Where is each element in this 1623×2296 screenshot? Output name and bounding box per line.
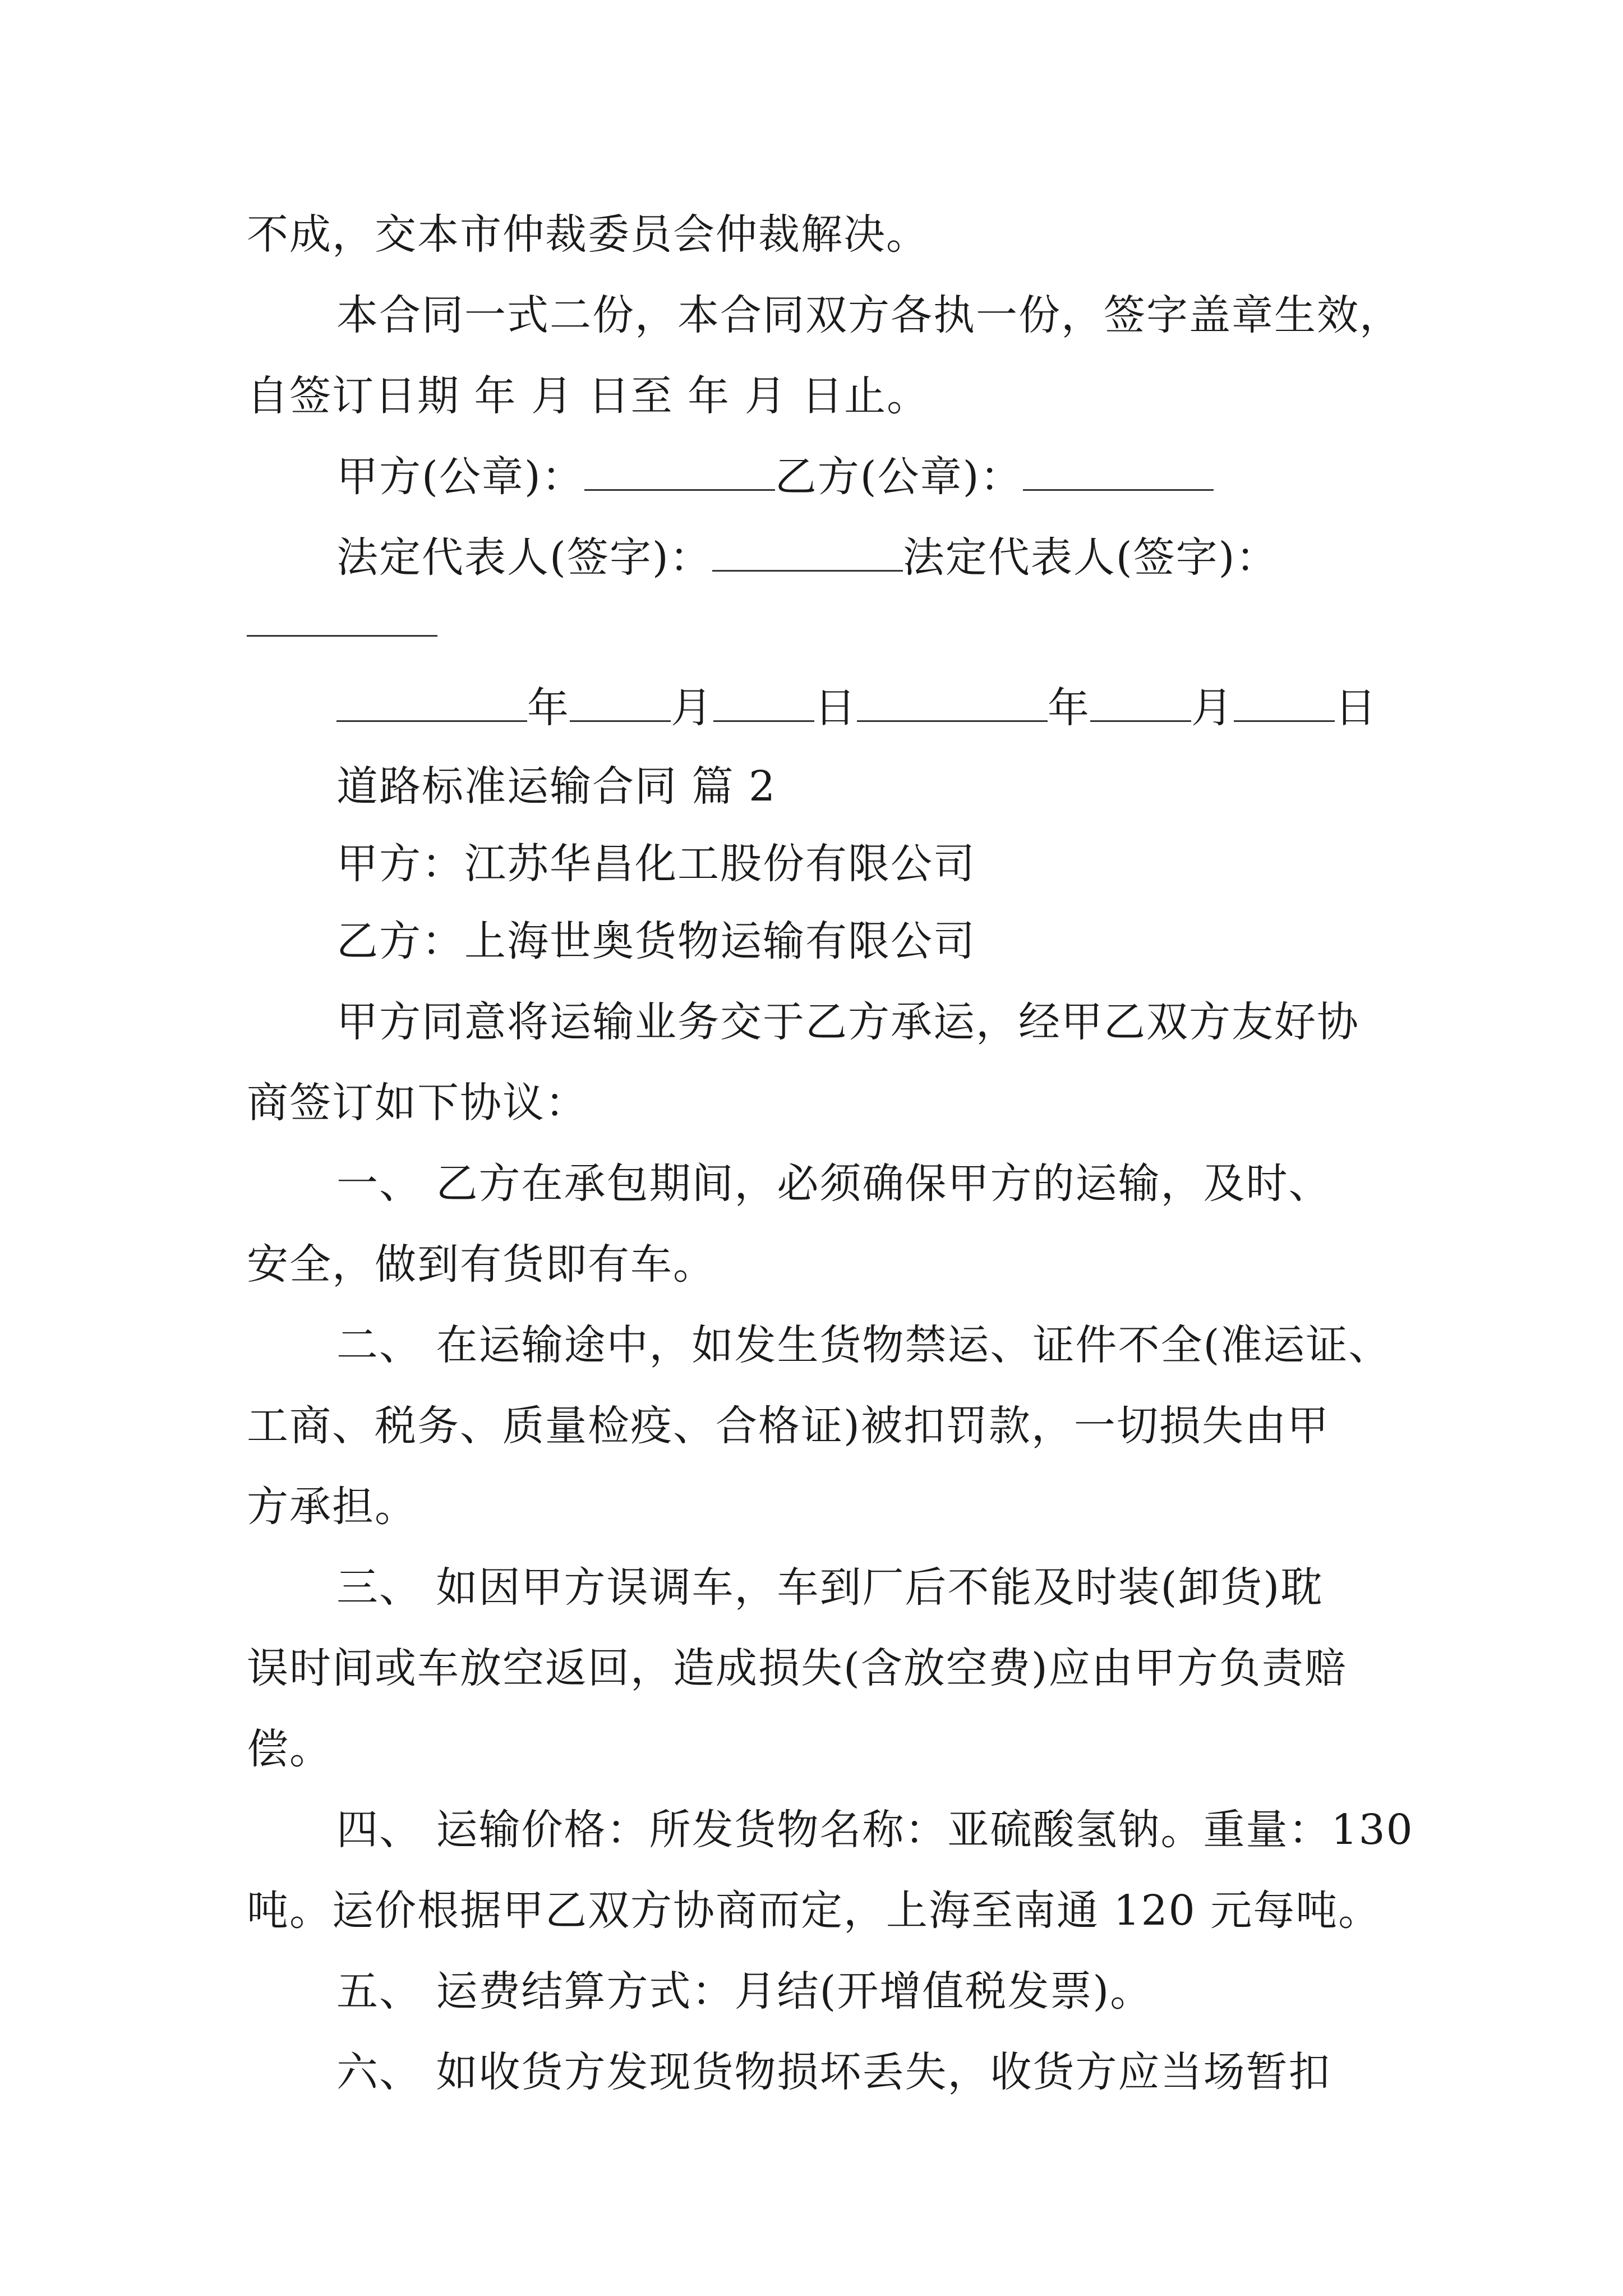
date-b-month-label: 月 [1191,684,1234,732]
clause-3-line2: 误时间或车放空返回，造成损失(含放空费)应由甲方负责赔 [247,1644,1347,1692]
date-b-month-blank [1090,681,1191,722]
legal-rep-a-blank [712,531,903,572]
clause-4-line1: 四、 运输价格：所发货物名称：亚硫酸氢钠。重量：130 [336,1806,1414,1854]
date-b-year-blank [857,681,1048,722]
clause-2-line1: 二、 在运输途中，如发生货物禁运、证件不全(准运证、 [336,1321,1391,1369]
contract-2-intro-line2: 商签订如下协议： [247,1079,588,1127]
clause-3-line3: 偿。 [247,1725,332,1773]
contract-2-party-a: 甲方：江苏华昌化工股份有限公司 [336,840,976,888]
party-a-seal-blank [584,450,775,491]
clause-3-line1: 三、 如因甲方误调车，车到厂后不能及时装(卸货)耽 [336,1563,1324,1612]
date-a-month-blank [570,681,671,722]
date-a-day-label: 日 [814,684,857,732]
legal-rep-b-blank-row [247,595,437,651]
legal-rep-a-label: 法定代表人(签字)： [336,533,712,582]
date-a-year-blank [336,681,527,722]
legal-rep-b-label: 法定代表人(签字)： [902,533,1279,582]
party-b-seal-label: 乙方(公章)： [774,453,1023,501]
clause-2-line2: 工商、税务、质量检疫、合格证)被扣罚款，一切损失由甲 [247,1402,1330,1450]
date-a-year-label: 年 [527,684,570,732]
date-b-day-blank [1234,681,1335,722]
party-a-seal-label: 甲方(公章)： [336,453,584,501]
clause-1-line2: 安全，做到有货即有车。 [247,1240,716,1289]
date-b-year-label: 年 [1048,684,1090,732]
date-a-month-label: 月 [671,684,713,732]
contract-2-party-b: 乙方：上海世奥货物运输有限公司 [336,917,976,965]
signature-legal-rep-row [336,530,1279,586]
paragraph-arbitration-tail: 不成，交本市仲裁委员会仲裁解决。 [247,210,929,259]
clause-5-line1: 五、 运费结算方式：月结(开增值税发票)。 [336,1967,1153,2016]
clause-1-line1: 一、 乙方在承包期间，必须确保甲方的运输，及时、 [336,1159,1331,1208]
date-a-day-blank [713,681,814,722]
date-b-day-label: 日 [1335,684,1377,732]
clause-2-line3: 方承担。 [247,1483,417,1531]
party-b-seal-blank [1023,450,1214,491]
contract-2-title: 道路标准运输合同 篇 2 [336,762,777,811]
clause-4-line2: 吨。运价根据甲乙双方协商而定，上海至南通 120 元每吨。 [247,1887,1381,1935]
paragraph-copies-line1: 本合同一式二份，本合同双方各执一份，签字盖章生效， [336,291,1402,339]
signature-date-row [336,680,1377,736]
legal-rep-b-blank [247,596,437,637]
paragraph-copies-line2: 自签订日期 年 月 日至 年 月 日止。 [247,372,930,420]
clause-6-line1: 六、 如收货方发现货物损坏丢失，收货方应当场暂扣 [336,2048,1331,2096]
contract-2-intro-line1: 甲方同意将运输业务交于乙方承运，经甲乙双方友好协 [336,998,1359,1046]
signature-seal-row [336,449,1214,505]
